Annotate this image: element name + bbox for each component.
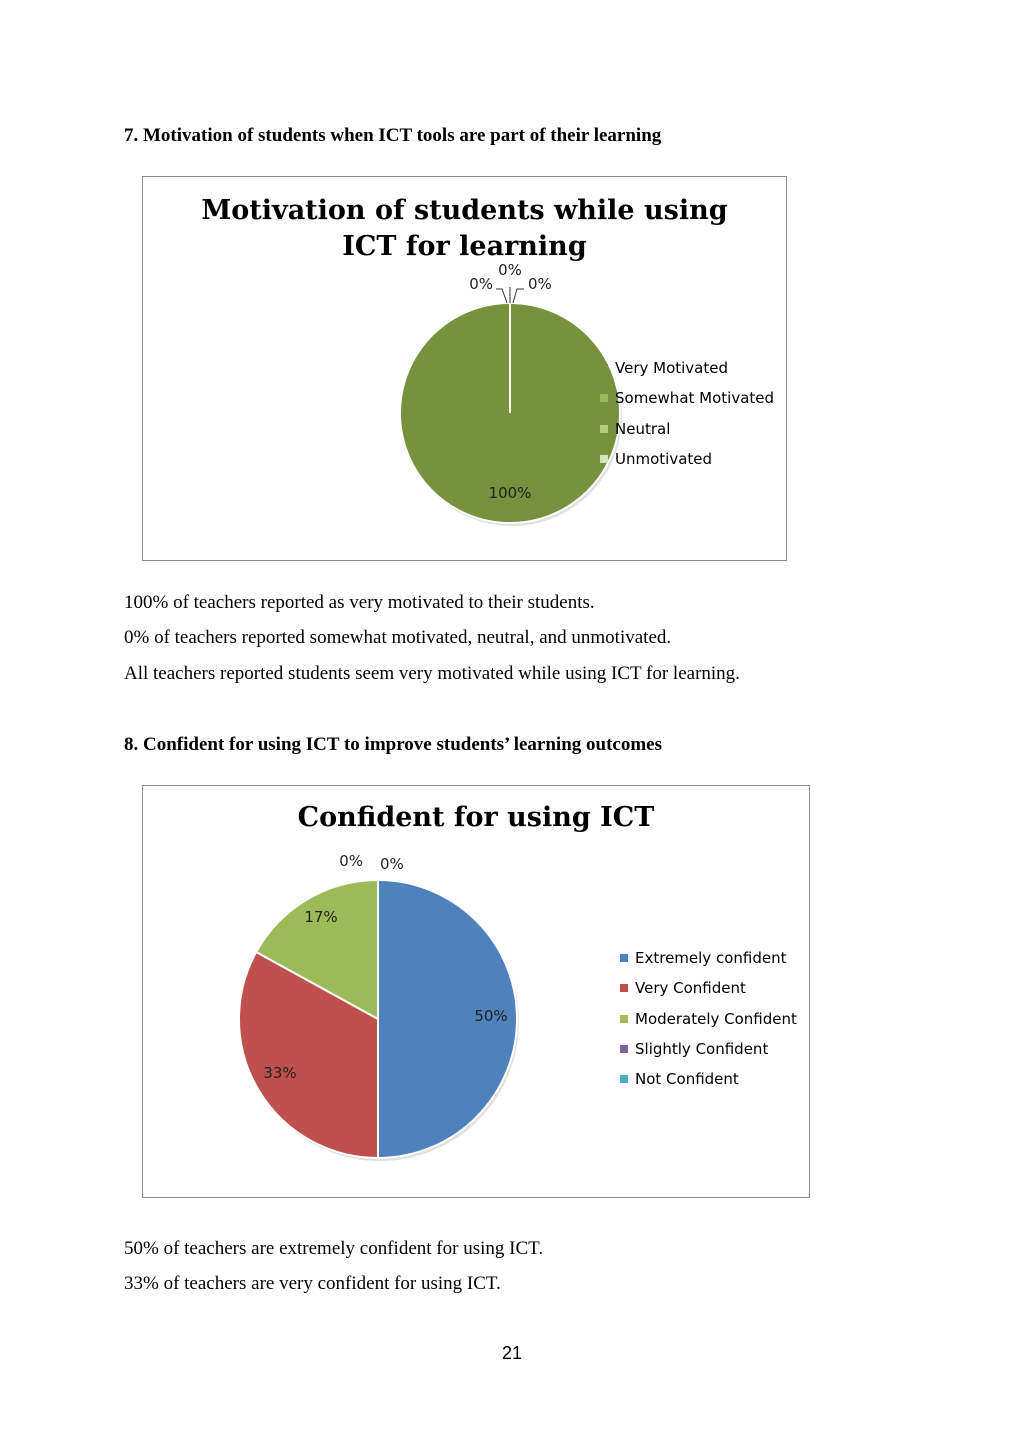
confidence-data-label-moderately-confident: 17% [304,908,338,926]
motivation-legend-label-neutral: Neutral [615,419,671,438]
motivation-chart-title-line-1: Motivation of students while using [201,195,728,226]
motivation-legend-item-somewhat-motivated [600,383,774,413]
section-8-heading: 8. Confident for using ICT to improve students’ learning outcomes [124,734,663,755]
confidence-legend-swatch-slightly-confident [620,1045,628,1053]
motivation-leader-somewhat-motivated [496,289,507,303]
confidence-legend-item-moderately-confident [620,1004,797,1034]
motivation-legend [600,353,774,474]
section-7-heading: 7. Motivation of students when ICT tools are part of their learning [124,125,662,146]
motivation-data-label-unmotivated: 0% [528,275,552,293]
section-7-paragraph-1: 100% of teachers reported as very motivated to their students. [124,592,595,613]
confidence-legend-swatch-not-confident [620,1075,628,1083]
motivation-legend-swatch-neutral [600,425,608,433]
confidence-legend-label-slightly-confident: Slightly Confident [635,1040,769,1059]
confidence-legend [620,943,797,1094]
confidence-data-label-not-confident: 0% [380,855,404,873]
motivation-legend-item-unmotivated [600,444,774,474]
confidence-legend-label-not-confident: Not Confident [635,1070,739,1089]
confidence-legend-label-extremely-confident: Extremely confident [635,949,787,968]
section-7-paragraph-2: 0% of teachers reported somewhat motivated, neutral, and unmotivated. [124,627,672,648]
motivation-chart [142,176,787,561]
section-8-paragraph-1: 50% of teachers are extremely confident for using ICT. [124,1238,544,1259]
motivation-legend-swatch-unmotivated [600,455,608,463]
motivation-legend-item-very-motivated [600,353,774,383]
motivation-legend-label-very-motivated: Very Motivated [615,359,729,378]
confidence-legend-swatch-moderately-confident [620,1015,628,1023]
motivation-legend-swatch-very-motivated [600,364,608,372]
page-number: 21 [501,1343,523,1363]
confidence-data-label-extremely-confident: 50% [474,1007,508,1025]
confidence-legend-swatch-very-confident [620,984,628,992]
motivation-leader-unmotivated [513,289,524,303]
confidence-chart-title-line-1: Confident for using ICT [297,802,655,833]
confidence-legend-label-very-confident: Very Confident [635,979,746,998]
confidence-data-label-slightly-confident: 0% [339,852,363,870]
confidence-legend-swatch-extremely-confident [620,954,628,962]
motivation-data-label-somewhat-motivated: 0% [469,275,493,293]
motivation-legend-label-somewhat-motivated: Somewhat Motivated [615,389,775,408]
confidence-legend-item-very-confident [620,973,797,1003]
confidence-data-label-very-confident: 33% [263,1064,297,1082]
confidence-legend-item-slightly-confident [620,1034,797,1064]
motivation-data-label-very-motivated: 100% [488,484,532,502]
motivation-legend-swatch-somewhat-motivated [600,394,608,402]
motivation-chart-title-line-2: ICT for learning [342,231,587,262]
section-8-paragraph-2: 33% of teachers are very confident for using ICT. [124,1273,501,1294]
confidence-chart [142,785,810,1198]
motivation-legend-item-neutral [600,414,774,444]
confidence-legend-item-extremely-confident [620,943,797,973]
section-7-paragraph-3: All teachers reported students seem very motivated while using ICT for learning. [124,663,740,684]
motivation-legend-label-unmotivated: Unmotivated [615,450,713,469]
confidence-legend-label-moderately-confident: Moderately Confident [635,1009,797,1028]
motivation-data-label-neutral: 0% [498,261,522,279]
confidence-legend-item-not-confident [620,1064,797,1094]
